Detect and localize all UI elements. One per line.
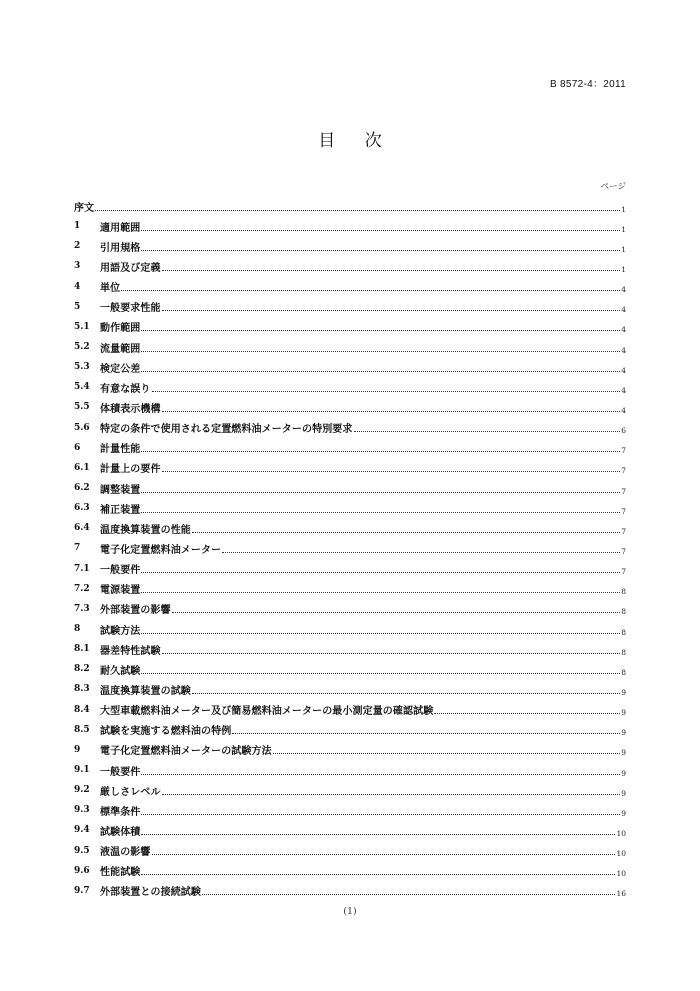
toc-entry-page: 4 xyxy=(621,305,626,315)
dot-leader xyxy=(141,371,620,372)
toc-entry-title: 標準条件 xyxy=(100,806,141,818)
toc-entry-page: 4 xyxy=(621,285,626,295)
toc-entry-title: 大型車載燃料油メーター及び簡易燃料油メーターの最小測定量の確認試験 xyxy=(100,706,434,718)
toc-entry xyxy=(74,236,626,256)
toc-entry-number: 5.4 xyxy=(74,382,90,393)
toc-entry-title: 用語及び定義 xyxy=(100,262,161,274)
dot-leader xyxy=(141,512,620,513)
toc-entry-page: 7 xyxy=(621,446,626,456)
toc-entry-page: 8 xyxy=(621,627,626,637)
dot-leader xyxy=(162,310,621,311)
table-of-contents xyxy=(74,196,626,901)
toc-entry-number: 5.5 xyxy=(74,402,90,413)
toc-entry-number: 8 xyxy=(74,624,81,635)
toc-entry-number: 9.6 xyxy=(74,865,90,876)
toc-entry-number: 9.5 xyxy=(74,845,90,856)
toc-entry-page: 1 xyxy=(621,224,626,234)
toc-entry xyxy=(74,841,626,861)
toc-entry-title: 性能試験 xyxy=(100,867,141,879)
toc-entry-number: 7.2 xyxy=(74,583,90,594)
toc-entry-number: 5.6 xyxy=(74,422,90,433)
toc-entry-page: 9 xyxy=(621,728,626,738)
toc-entry-number: 5.2 xyxy=(74,342,90,353)
dot-leader xyxy=(141,230,620,231)
toc-entry-number: 9.3 xyxy=(74,805,90,816)
dot-leader xyxy=(162,471,621,472)
toc-entry-title: 温度換算装置の試験 xyxy=(100,685,191,697)
toc-entry xyxy=(74,377,626,397)
toc-entry-number: 8.5 xyxy=(74,724,90,735)
dot-leader xyxy=(95,210,620,211)
toc-entry-page: 8 xyxy=(621,667,626,677)
toc-entry-title: 序文 xyxy=(74,202,95,214)
toc-entry-number: 9.2 xyxy=(74,785,90,796)
dot-leader xyxy=(162,794,621,795)
toc-entry-title: 外部装置との接続試験 xyxy=(100,887,201,899)
toc-entry xyxy=(74,861,626,881)
dot-leader xyxy=(222,552,620,553)
dot-leader xyxy=(141,633,620,634)
toc-entry xyxy=(74,337,626,357)
toc-entry-title: 検定公差 xyxy=(100,363,141,375)
toc-entry-page: 4 xyxy=(621,365,626,375)
toc-entry-page: 9 xyxy=(621,687,626,697)
toc-entry-number: 7.3 xyxy=(74,603,90,614)
toc-entry-page: 16 xyxy=(616,889,626,899)
toc-entry-title: 厳しさレベル xyxy=(100,786,161,798)
toc-entry xyxy=(74,458,626,478)
toc-entry xyxy=(74,478,626,498)
toc-entry-title: 計量上の要件 xyxy=(100,464,161,476)
dot-leader xyxy=(121,290,620,291)
toc-entry-page: 8 xyxy=(621,607,626,617)
dot-leader xyxy=(141,330,620,331)
toc-entry-title: 調整装置 xyxy=(100,484,141,496)
toc-entry-title: 計量性能 xyxy=(100,444,141,456)
toc-entry-number: 6.3 xyxy=(74,503,90,514)
dot-leader xyxy=(141,250,620,251)
toc-entry xyxy=(74,720,626,740)
toc-entry-page: 1 xyxy=(621,244,626,254)
toc-entry-page: 7 xyxy=(621,466,626,476)
toc-entry xyxy=(74,740,626,760)
toc-entry-page: 10 xyxy=(616,828,626,838)
toc-entry-number: 1 xyxy=(74,221,81,232)
dot-leader xyxy=(172,612,621,613)
toc-entry-page: 9 xyxy=(621,748,626,758)
toc-entry-page: 4 xyxy=(621,325,626,335)
dot-leader xyxy=(192,693,620,694)
toc-entry xyxy=(74,659,626,679)
toc-entry-number: 8.2 xyxy=(74,664,90,675)
toc-entry-number: 5.1 xyxy=(74,321,90,332)
toc-entry-page: 8 xyxy=(621,647,626,657)
page-column-label: ページ xyxy=(600,182,626,192)
toc-entry-title: 一般要求性能 xyxy=(100,303,161,315)
toc-entry xyxy=(74,538,626,558)
dot-leader xyxy=(141,592,620,593)
toc-entry-title: 適用範囲 xyxy=(100,222,141,234)
dot-leader xyxy=(141,673,620,674)
toc-entry-number: 5.3 xyxy=(74,362,90,373)
toc-entry xyxy=(74,438,626,458)
dot-leader xyxy=(152,854,616,855)
toc-entry-page: 7 xyxy=(621,506,626,516)
dot-leader xyxy=(192,532,620,533)
toc-entry xyxy=(74,780,626,800)
toc-entry-page: 9 xyxy=(621,708,626,718)
toc-entry xyxy=(74,559,626,579)
dot-leader xyxy=(141,351,620,352)
toc-entry-title: 外部装置の影響 xyxy=(100,605,171,617)
standard-identifier: B 8572-4：2011 xyxy=(550,79,626,90)
toc-entry-title: 温度換算装置の性能 xyxy=(100,524,191,536)
toc-entry xyxy=(74,518,626,538)
toc-entry xyxy=(74,418,626,438)
toc-entry-title: 一般要件 xyxy=(100,565,141,577)
toc-entry-number: 7.1 xyxy=(74,563,90,574)
toc-entry-title: 試験を実施する燃料油の特例 xyxy=(100,726,232,738)
toc-entry-title: 液温の影響 xyxy=(100,847,151,859)
toc-entry-page: 10 xyxy=(616,869,626,879)
toc-entry xyxy=(74,679,626,699)
dot-leader xyxy=(152,391,621,392)
toc-entry-page: 7 xyxy=(621,526,626,536)
toc-entry-title: 試験方法 xyxy=(100,625,141,637)
toc-entry xyxy=(74,317,626,337)
toc-entry xyxy=(74,277,626,297)
dot-leader xyxy=(141,572,620,573)
toc-entry-page: 8 xyxy=(621,587,626,597)
toc-entry xyxy=(74,256,626,276)
dot-leader xyxy=(141,814,620,815)
toc-entry-page: 9 xyxy=(621,788,626,798)
toc-entry-number: 9 xyxy=(74,744,81,755)
toc-entry-title: 試験体積 xyxy=(100,826,141,838)
toc-entry xyxy=(74,599,626,619)
toc-entry-title: 電子化定置燃料油メーターの試験方法 xyxy=(100,746,272,758)
page-number-footer: (1) xyxy=(343,906,357,917)
dot-leader xyxy=(141,834,615,835)
toc-entry-number: 8.4 xyxy=(74,704,90,715)
toc-entry-number: 6.4 xyxy=(74,523,90,534)
toc-entry-page: 9 xyxy=(621,768,626,778)
dot-leader xyxy=(141,874,615,875)
toc-entry xyxy=(74,579,626,599)
toc-entry-title: 単位 xyxy=(100,283,121,295)
toc-entry-number: 6 xyxy=(74,442,81,453)
toc-entry xyxy=(74,216,626,236)
toc-entry-number: 9.7 xyxy=(74,885,90,896)
toc-entry-title: 補正装置 xyxy=(100,504,141,516)
toc-entry-title: 一般要件 xyxy=(100,766,141,778)
toc-entry-title: 耐久試験 xyxy=(100,665,141,677)
dot-leader xyxy=(202,894,615,895)
toc-entry xyxy=(74,639,626,659)
toc-entry xyxy=(74,196,626,216)
toc-entry-number: 9.1 xyxy=(74,765,90,775)
toc-entry-page: 6 xyxy=(621,426,626,436)
toc-entry-page: 1 xyxy=(621,264,626,274)
toc-entry-number: 4 xyxy=(74,281,81,292)
toc-entry xyxy=(74,357,626,377)
toc-entry-page: 9 xyxy=(621,808,626,818)
toc-entry-page: 7 xyxy=(621,546,626,556)
toc-entry-page: 10 xyxy=(616,849,626,859)
dot-leader xyxy=(162,411,621,412)
dot-leader xyxy=(141,492,620,493)
toc-entry-title: 電源装置 xyxy=(100,585,141,597)
toc-entry-page: 4 xyxy=(621,345,626,355)
toc-entry-number: 7 xyxy=(74,543,81,554)
toc-entry-title: 体積表示機構 xyxy=(100,403,161,415)
toc-entry-number: 6.1 xyxy=(74,462,90,473)
toc-entry-title: 引用規格 xyxy=(100,242,141,254)
toc-entry xyxy=(74,619,626,639)
dot-leader xyxy=(162,653,621,654)
toc-entry-number: 3 xyxy=(74,261,81,272)
page-title: 目 次 xyxy=(318,131,394,151)
toc-entry-number: 2 xyxy=(74,241,81,252)
toc-entry-title: 有意な誤り xyxy=(100,383,151,395)
dot-leader xyxy=(273,753,621,754)
toc-entry-page: 4 xyxy=(621,405,626,415)
toc-entry xyxy=(74,820,626,840)
toc-entry-page: 7 xyxy=(621,486,626,496)
toc-entry-title: 電子化定置燃料油メーター xyxy=(100,544,222,556)
toc-entry xyxy=(74,700,626,720)
toc-entry xyxy=(74,800,626,820)
toc-entry xyxy=(74,498,626,518)
toc-entry-number: 8.1 xyxy=(74,644,90,655)
toc-entry-number: 9.4 xyxy=(74,825,90,836)
dot-leader xyxy=(141,774,620,775)
toc-entry-number: 8.3 xyxy=(74,684,90,695)
toc-entry xyxy=(74,297,626,317)
toc-entry-page: 7 xyxy=(621,567,626,577)
toc-entry-title: 器差特性試験 xyxy=(100,645,161,657)
toc-entry-title: 特定の条件で使用される定置燃料油メーターの特別要求 xyxy=(100,424,353,436)
toc-entry-title: 動作範囲 xyxy=(100,323,141,335)
toc-entry-number: 6.2 xyxy=(74,483,90,494)
toc-entry xyxy=(74,760,626,780)
toc-entry xyxy=(74,881,626,901)
dot-leader xyxy=(232,733,620,734)
toc-entry xyxy=(74,397,626,417)
toc-entry-number: 5 xyxy=(74,301,81,312)
dot-leader xyxy=(354,431,621,432)
dot-leader xyxy=(434,713,620,714)
toc-entry-page: 1 xyxy=(621,204,626,214)
toc-entry-page: 4 xyxy=(621,385,626,395)
dot-leader xyxy=(141,451,620,452)
dot-leader xyxy=(162,270,621,271)
toc-entry-title: 流量範囲 xyxy=(100,343,141,355)
